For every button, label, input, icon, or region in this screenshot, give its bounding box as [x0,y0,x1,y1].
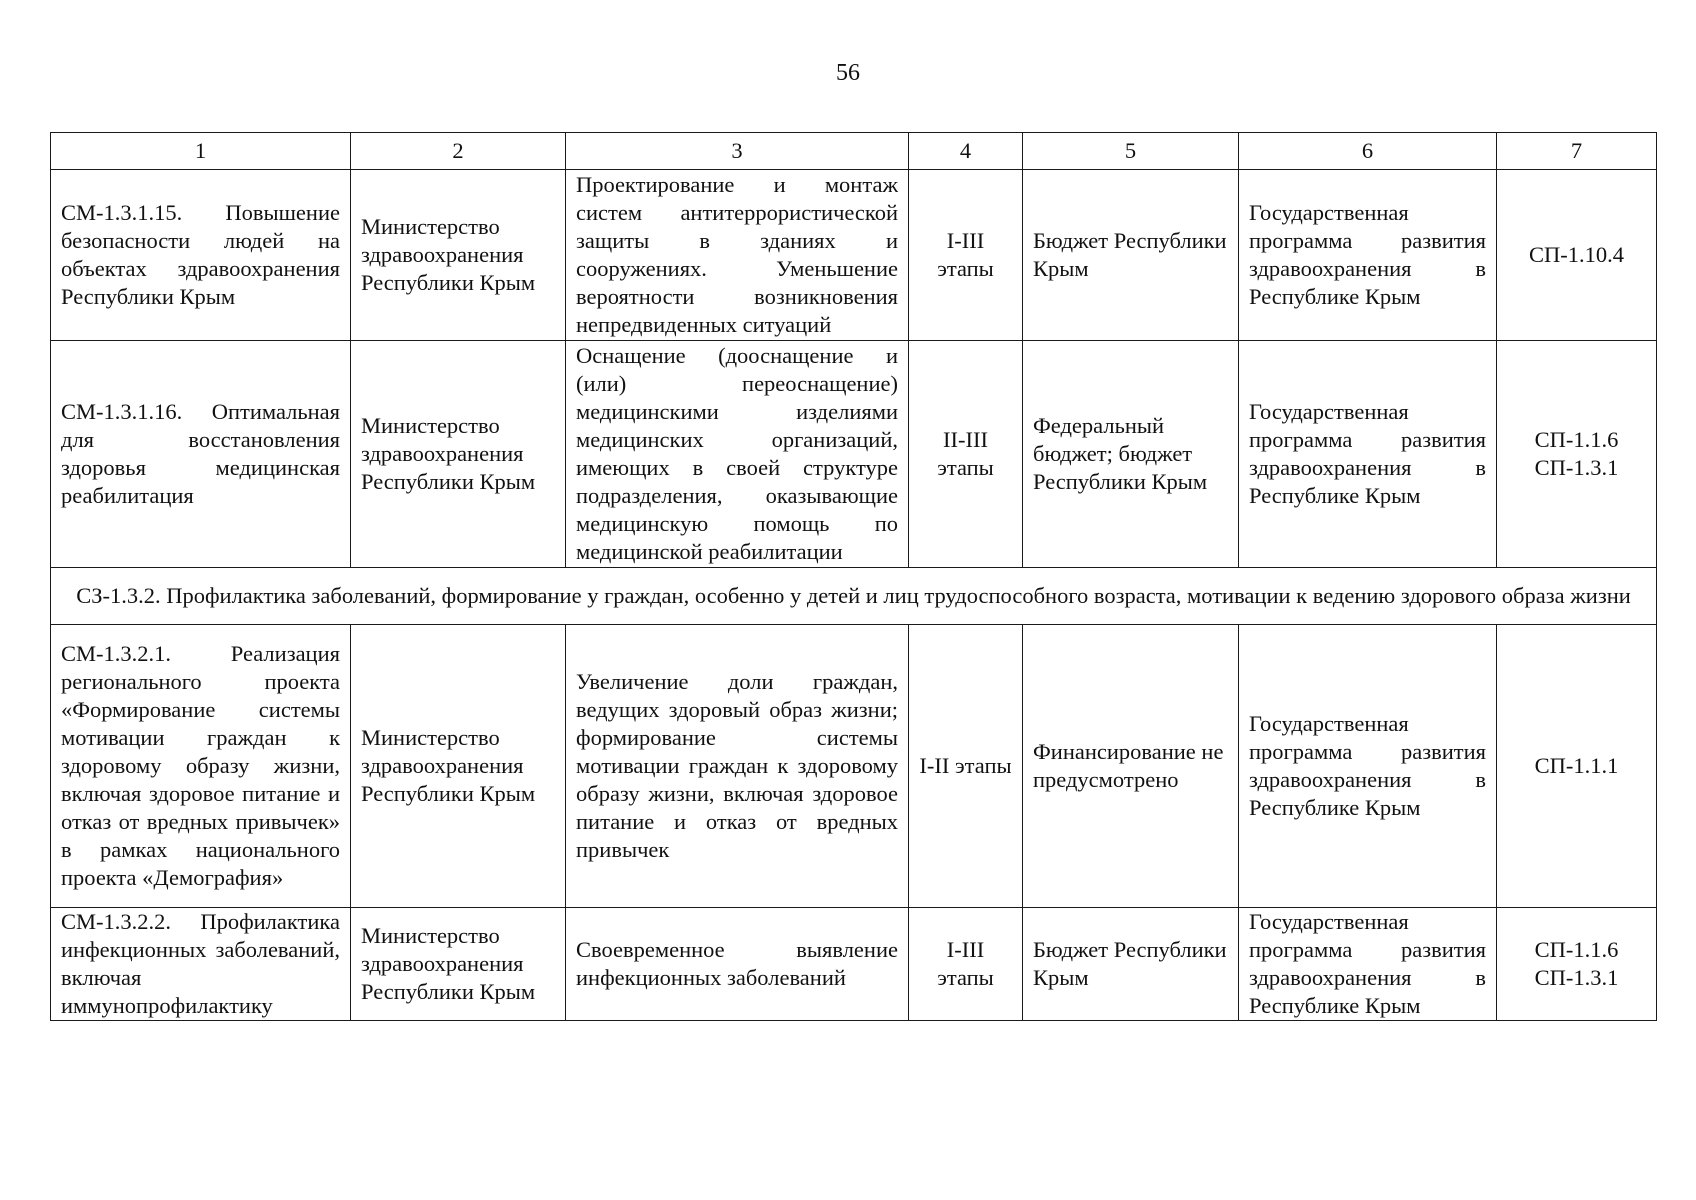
header-cell-6: 6 [1239,133,1497,170]
section-heading: СЗ-1.3.2. Профилактика заболеваний, формирование у граждан, особенно у детей и лиц трудоспособного возраста, мотивации к ведению здорового образа жизни [51,568,1657,625]
codes-cell [1497,170,1657,341]
program-cell: Государственная программа развития здравоохранения в Республике Крым [1239,170,1497,341]
stages-cell: I-II этапы [909,625,1023,908]
header-row [51,133,1657,170]
header-cell-7: 7 [1497,133,1657,170]
stages-cell: I-III этапы [909,908,1023,1021]
header-cell-5: 5 [1023,133,1239,170]
program-cell: Государственная программа развития здравоохранения в Республике Крым [1239,625,1497,908]
measure-cell: СМ-1.3.2.2. Профилактика инфекционных заболеваний, включая иммунопрофилактику [51,908,351,1021]
executor-cell: Министерство здравоохранения Республики Крым [351,625,566,908]
measure-cell: СМ-1.3.1.15. Повышение безопасности людей на объектах здравоохранения Республики Крым [51,170,351,341]
result-cell: Своевременное выявление инфекционных заболеваний [566,908,909,1021]
table-row [51,170,1657,341]
funding-cell: Бюджет Республики Крым [1023,908,1239,1021]
header-cell-3: 3 [566,133,909,170]
measure-cell: СМ-1.3.2.1. Реализация регионального проекта «Формирование системы мотивации граждан к здоровому образу жизни, включая здоровое питание и отказ от вредных привычек» в рамках национального проекта «Демография» [51,625,351,908]
code-item: СП-1.10.4 [1529,242,1624,267]
section-row [51,568,1657,625]
measure-cell: СМ-1.3.1.16. Оптимальная для восстановления здоровья медицинская реабилитация [51,341,351,568]
program-cell: Государственная программа развития здравоохранения в Республике Крым [1239,341,1497,568]
executor-cell: Министерство здравоохранения Республики Крым [351,908,566,1021]
funding-cell: Бюджет Республики Крым [1023,170,1239,341]
executor-cell: Министерство здравоохранения Республики Крым [351,341,566,568]
funding-cell: Федеральный бюджет; бюджет Республики Крым [1023,341,1239,568]
codes-cell [1497,341,1657,568]
stages-cell: II-III этапы [909,341,1023,568]
result-cell: Оснащение (дооснащение и (или) переоснащение) медицинскими изделиями медицинских организаций, имеющих в своей структуре подразделения, оказывающие медицинскую помощь по медицинской реабилитации [566,341,909,568]
executor-cell: Министерство здравоохранения Республики Крым [351,170,566,341]
codes-cell [1497,908,1657,1021]
code-item: СП-1.3.1 [1534,455,1619,480]
code-item: СП-1.3.1 [1534,965,1619,990]
table-row [51,625,1657,908]
header-cell-4: 4 [909,133,1023,170]
program-cell: Государственная программа развития здравоохранения в Республике Крым [1239,908,1497,1021]
code-item: СП-1.1.1 [1534,753,1619,778]
measures-table [50,132,1657,1021]
stages-cell: I-III этапы [909,170,1023,341]
table-row [51,341,1657,568]
table-row [51,908,1657,1021]
codes-cell [1497,625,1657,908]
code-item: СП-1.1.6 [1534,427,1619,452]
result-cell: Проектирование и монтаж систем антитеррористической защиты в зданиях и сооружениях. Уменьшение вероятности возникновения непредвиденных ситуаций [566,170,909,341]
header-cell-2: 2 [351,133,566,170]
header-cell-1: 1 [51,133,351,170]
funding-cell: Финансирование не предусмотрено [1023,625,1239,908]
result-cell: Увеличение доли граждан, ведущих здоровый образ жизни; формирование системы мотивации граждан к здоровому образу жизни, включая здоровое питание и отказ от вредных привычек [566,625,909,908]
code-item: СП-1.1.6 [1534,937,1619,962]
page-number: 56 [836,60,860,86]
